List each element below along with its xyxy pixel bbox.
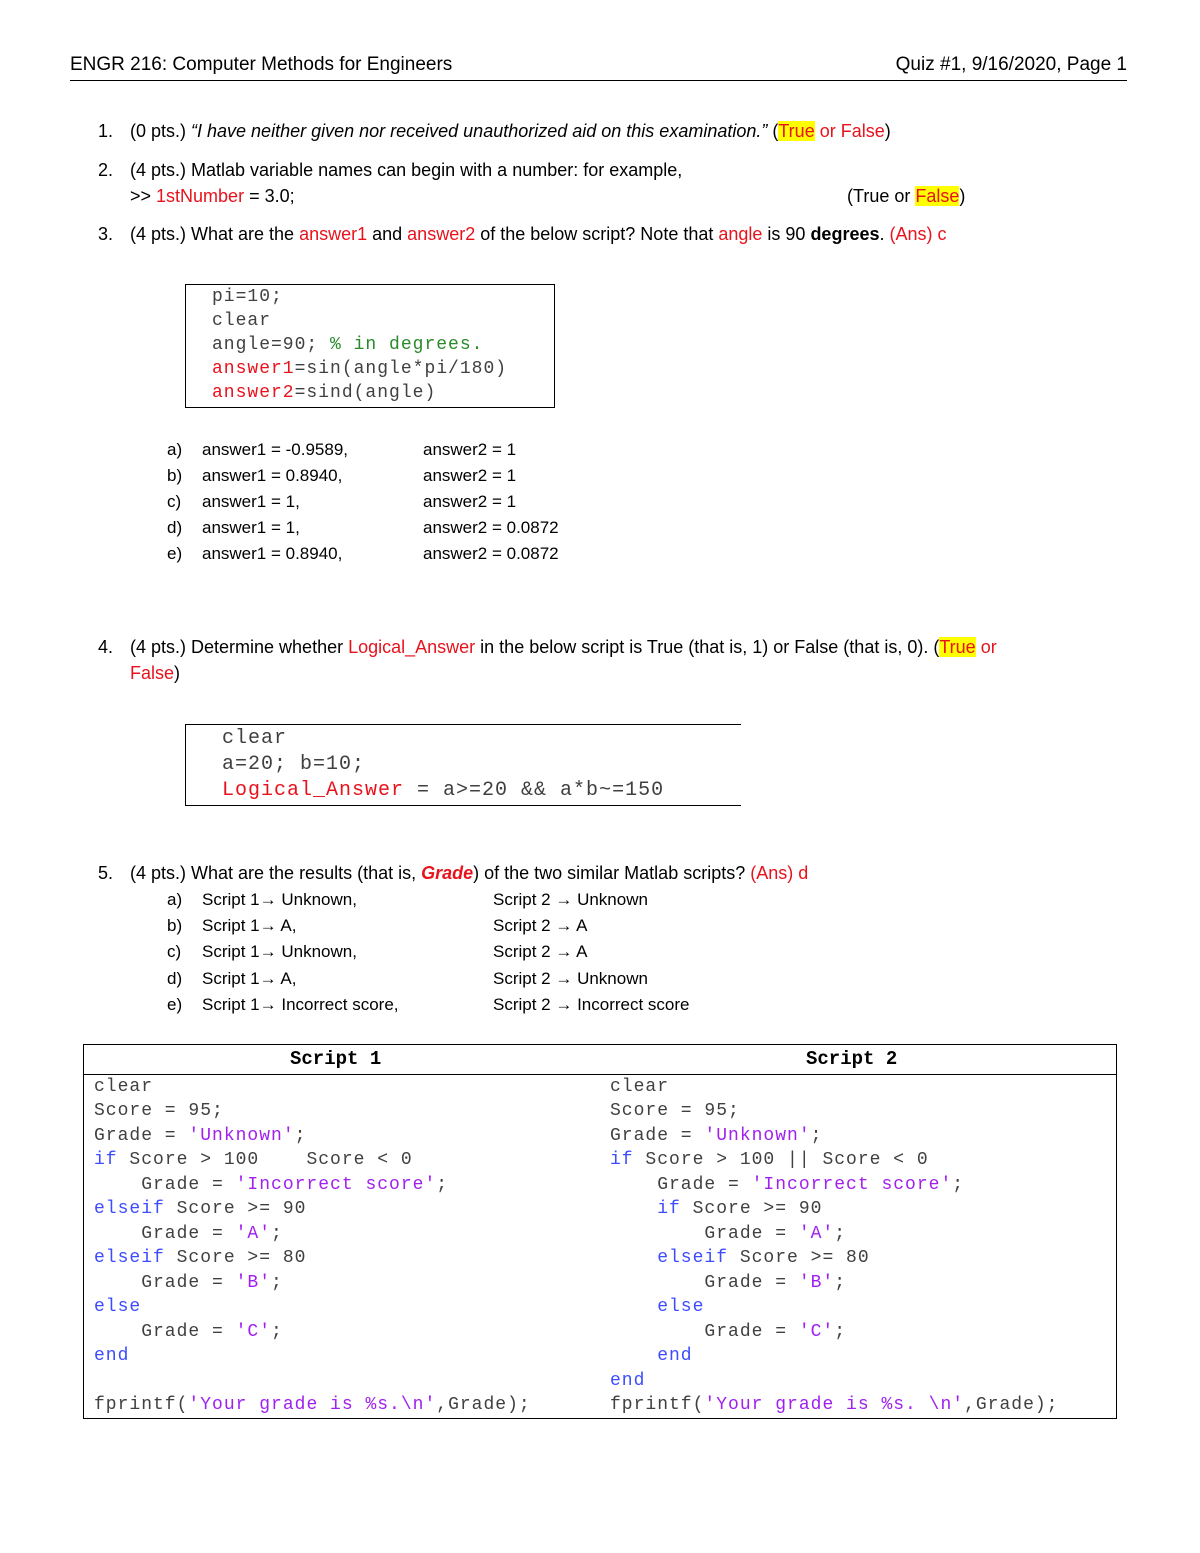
code-part: fprintf( — [610, 1395, 705, 1415]
text-part: is 90 — [762, 224, 811, 244]
code-line — [610, 1126, 822, 1146]
var-answer2: answer2 — [407, 224, 476, 244]
option-script2: Script 2 → Unknown — [493, 969, 648, 988]
option-script1: Script 1→ Unknown, — [202, 942, 357, 961]
code-part: ; — [810, 1126, 823, 1146]
code-line — [610, 1150, 929, 1170]
answer-or-false: or False — [814, 121, 885, 141]
code-line: else — [610, 1297, 705, 1317]
code-line — [94, 1150, 413, 1170]
code-part: ,Grade); — [964, 1395, 1059, 1415]
code-part: ; — [271, 1224, 283, 1244]
code-keyword: elseif — [94, 1248, 165, 1268]
var-angle: angle — [718, 224, 763, 244]
option-answer1: answer1 = 0.8940, — [202, 466, 343, 485]
option-answer2: answer2 = 0.0872 — [423, 518, 559, 537]
code-line: clear — [212, 311, 272, 331]
code-part: Grade = — [610, 1224, 799, 1244]
code-string: 'Incorrect score' — [235, 1175, 437, 1195]
option-letter: c) — [167, 492, 182, 511]
answer-key: (Ans) d — [750, 863, 809, 883]
code-box-q4 — [185, 724, 741, 806]
paren-open: ( — [767, 121, 779, 141]
code-part: Grade = — [610, 1126, 705, 1146]
code-string: 'Your grade is %s. \n' — [704, 1395, 965, 1415]
code-string: 'A' — [798, 1224, 835, 1244]
text-part: in the below script is True (that is, 1) or False (that is, 0). ( — [475, 637, 940, 657]
code-part: Score >= 90 — [164, 1199, 307, 1219]
code-line — [610, 1175, 964, 1195]
code-line — [610, 1248, 870, 1268]
text-part: and — [367, 224, 408, 244]
degrees-bold: degrees — [810, 224, 880, 244]
code-part: Grade = — [94, 1126, 189, 1146]
text-part: of the below script? Note that — [475, 224, 719, 244]
option-letter: a) — [167, 440, 183, 459]
code-box-q3 — [185, 284, 555, 408]
code-part: Grade = — [610, 1322, 799, 1342]
code-keyword: if — [94, 1150, 118, 1170]
table-header-divider — [84, 1074, 1116, 1075]
text-part: ) of the two similar Matlab scripts? — [473, 863, 751, 883]
code-part: ; — [834, 1322, 847, 1342]
option-answer2: answer2 = 1 — [423, 492, 517, 511]
text-part: (4 pts.) What are the results (that is, — [130, 863, 422, 883]
var-logical-answer: Logical_Answer — [348, 637, 476, 657]
option-script1: Script 1→ A, — [202, 916, 297, 935]
code-line — [94, 1273, 283, 1293]
code-part: Score >= 80 — [728, 1248, 870, 1268]
option-script1: Script 1→ Incorrect score, — [202, 995, 399, 1014]
code-line — [94, 1224, 283, 1244]
option-answer2: answer2 = 0.0872 — [423, 544, 559, 563]
code-part: ; — [294, 1126, 307, 1146]
code-var: Logical_Answer — [222, 779, 405, 802]
code-line — [212, 383, 436, 403]
code-part: ; — [436, 1175, 449, 1195]
script2-title: Script 2 — [806, 1048, 898, 1070]
page-header — [70, 54, 1127, 81]
question-text — [130, 860, 808, 886]
question-number: 3. — [98, 224, 114, 244]
answer-false: False — [130, 663, 175, 683]
question-text-cont — [130, 660, 180, 686]
code-line — [610, 1273, 846, 1293]
code-line — [610, 1395, 1058, 1415]
option-answer2: answer2 = 1 — [423, 440, 517, 459]
code-part: Score >= 80 — [164, 1248, 307, 1268]
answer-open: (True or — [847, 186, 916, 206]
option-answer1: answer1 = -0.9589, — [202, 440, 349, 459]
code-string: 'B' — [235, 1273, 272, 1293]
code-line — [610, 1322, 846, 1342]
code-keyword: if — [610, 1199, 681, 1219]
code-line: clear — [94, 1077, 154, 1097]
question-number: 4. — [98, 637, 114, 657]
answer-or: or — [975, 637, 997, 657]
code-comment: % in degrees. — [330, 335, 484, 355]
code-line — [222, 779, 664, 802]
question-number: 1. — [98, 121, 114, 141]
option-letter: d) — [167, 518, 183, 537]
code-part: ; — [834, 1273, 847, 1293]
code-part: Grade = — [94, 1224, 236, 1244]
code-part: Score >= 90 — [680, 1199, 823, 1219]
option-letter: d) — [167, 969, 183, 988]
option-letter: e) — [167, 544, 183, 563]
option-script2: Script 2 → A — [493, 916, 588, 935]
code-part: =sin(angle*pi/180) — [294, 359, 508, 379]
question-text — [130, 118, 891, 144]
code-line: end — [610, 1346, 693, 1366]
code-line — [610, 1224, 846, 1244]
option-script2: Script 2 → Incorrect score — [493, 995, 690, 1014]
question-code-example — [130, 183, 295, 209]
code-var: answer2 — [212, 383, 295, 403]
question-text: (4 pts.) Matlab variable names can begin with a number: for example, — [130, 160, 683, 180]
code-part: Grade = — [94, 1322, 236, 1342]
code-string: 'B' — [798, 1273, 835, 1293]
code-part: Grade = — [610, 1273, 799, 1293]
option-answer1: answer1 = 1, — [202, 518, 300, 537]
option-answer2: answer2 = 1 — [423, 466, 517, 485]
code-line: Score = 95; — [94, 1101, 224, 1121]
code-line: pi=10; — [212, 287, 283, 307]
code-line: end — [610, 1371, 646, 1391]
quiz-info: Quiz #1, 9/16/2020, Page 1 — [895, 54, 1127, 75]
code-line — [94, 1322, 283, 1342]
code-part: =sind(angle) — [294, 383, 437, 403]
code-keyword: elseif — [94, 1199, 165, 1219]
code-line — [610, 1199, 822, 1219]
code-string: 'Your grade is %s.\n' — [188, 1395, 437, 1415]
code-line — [212, 359, 507, 379]
question-2-answer — [847, 183, 965, 209]
option-letter: e) — [167, 995, 183, 1014]
code-line — [94, 1126, 306, 1146]
answer-false-highlight: False — [915, 186, 960, 206]
code-part: = a>=20 && a*b~=150 — [404, 779, 665, 802]
code-line: a=20; b=10; — [222, 753, 366, 776]
code-part: Grade = — [94, 1273, 236, 1293]
code-part: ; — [834, 1224, 847, 1244]
code-line — [94, 1395, 531, 1415]
variable-name: 1stNumber — [156, 186, 245, 206]
code-var: answer1 — [212, 359, 295, 379]
text-part: (4 pts.) What are the — [130, 224, 300, 244]
option-script1: Script 1→ Unknown, — [202, 890, 357, 909]
question-number: 5. — [98, 863, 114, 883]
option-letter: c) — [167, 942, 182, 961]
code-part: angle=90; — [212, 335, 331, 355]
option-script2: Script 2 → A — [493, 942, 588, 961]
code-string: 'A' — [235, 1224, 272, 1244]
option-letter: a) — [167, 890, 183, 909]
paren-close: ) — [174, 663, 181, 683]
answer-true-highlight: True — [778, 121, 815, 141]
code-line: Score = 95; — [610, 1101, 740, 1121]
code-string: 'C' — [798, 1322, 835, 1342]
course-title: ENGR 216: Computer Methods for Engineers — [70, 54, 453, 75]
code-line — [94, 1199, 306, 1219]
code-part: Score > 100 || Score < 0 — [633, 1150, 929, 1170]
code-string: 'Unknown' — [188, 1126, 295, 1146]
assignment: = 3.0; — [244, 186, 295, 206]
answer-close: ) — [959, 186, 966, 206]
code-keyword: elseif — [610, 1248, 729, 1268]
option-script2: Script 2 → Unknown — [493, 890, 648, 909]
code-line — [94, 1248, 306, 1268]
question-number: 2. — [98, 160, 114, 180]
points: (0 pts.) — [130, 121, 192, 141]
code-line: else — [94, 1297, 142, 1317]
option-letter: b) — [167, 916, 183, 935]
code-line — [94, 1175, 448, 1195]
option-answer1: answer1 = 0.8940, — [202, 544, 343, 563]
code-line — [212, 335, 483, 355]
code-part: Grade = — [610, 1175, 752, 1195]
option-letter: b) — [167, 466, 183, 485]
code-part: ,Grade); — [436, 1395, 531, 1415]
question-text — [130, 634, 997, 660]
honor-pledge: “I have neither given nor received unauthorized aid on this examination.” — [191, 121, 768, 141]
text-part: (4 pts.) Determine whether — [130, 637, 349, 657]
var-answer1: answer1 — [299, 224, 368, 244]
text-part: . — [879, 224, 890, 244]
code-part: ; — [271, 1273, 283, 1293]
code-line: end — [94, 1346, 130, 1366]
code-line: clear — [222, 727, 288, 750]
answer-true-highlight: True — [939, 637, 976, 657]
scripts-table — [83, 1044, 1117, 1419]
code-part: fprintf( — [94, 1395, 189, 1415]
script1-title: Script 1 — [290, 1048, 382, 1070]
question-text — [130, 221, 947, 247]
code-keyword: if — [610, 1150, 634, 1170]
code-part: ; — [271, 1322, 283, 1342]
code-string: 'C' — [235, 1322, 272, 1342]
code-part: ; — [952, 1175, 965, 1195]
paren-close: ) — [884, 121, 891, 141]
code-string: 'Incorrect score' — [751, 1175, 953, 1195]
var-grade: Grade — [421, 863, 474, 883]
option-answer1: answer1 = 1, — [202, 492, 300, 511]
answer-key: (Ans) c — [889, 224, 947, 244]
code-part: Grade = — [94, 1175, 236, 1195]
code-line: clear — [610, 1077, 670, 1097]
option-script1: Script 1→ A, — [202, 969, 297, 988]
code-part: Score > 100 Score < 0 — [117, 1150, 413, 1170]
code-string: 'Unknown' — [704, 1126, 811, 1146]
matlab-prompt: >> — [130, 186, 157, 206]
